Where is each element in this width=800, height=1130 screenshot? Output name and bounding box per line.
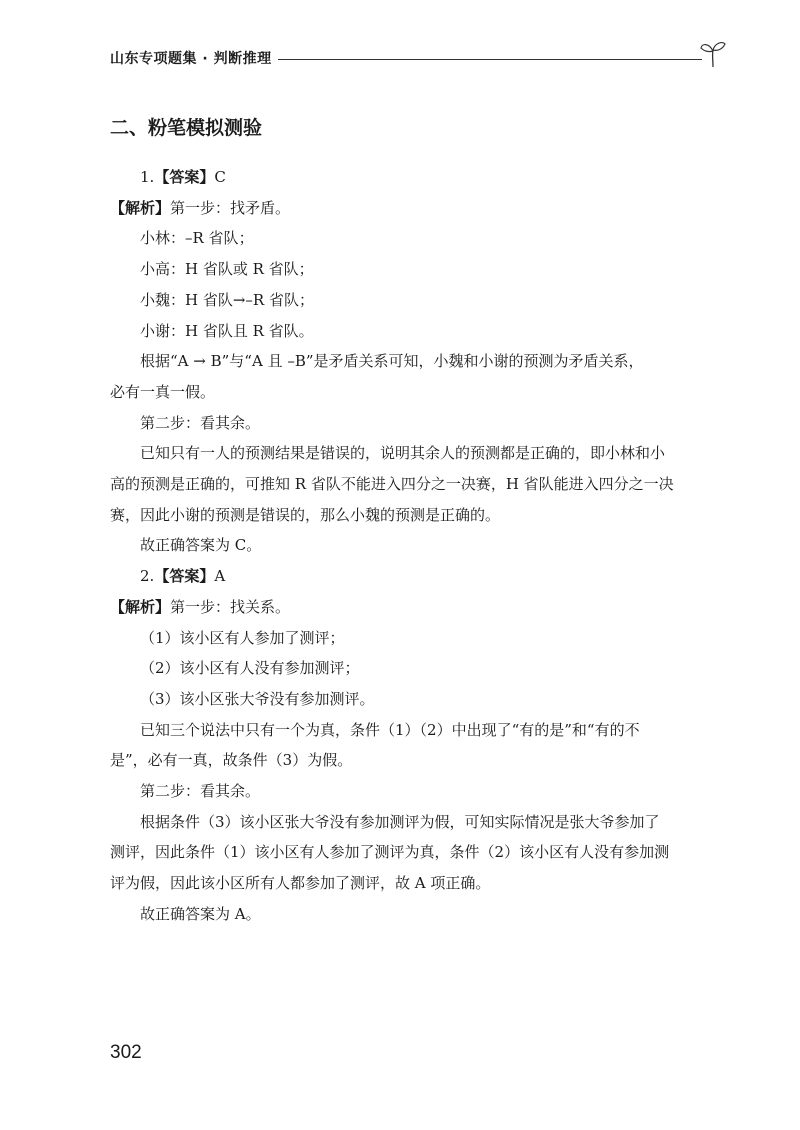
q1-answer-tag: 【答案】 bbox=[154, 168, 215, 186]
q1-answer-line bbox=[110, 162, 710, 193]
q2-analysis-tag: 【解析】 bbox=[110, 597, 171, 616]
q2-text-line: 测评，因此条件（1）该小区有人参加了测评为真，条件（2）该小区有人没有参加测 bbox=[110, 843, 670, 862]
q2-analysis-line bbox=[110, 592, 710, 623]
q2-text-line: （3）该小区张大爷没有参加测评。 bbox=[140, 689, 375, 708]
page-number: 302 bbox=[110, 1042, 142, 1063]
sprout-icon bbox=[700, 40, 726, 68]
q1-text-line: 高的预测是正确的，可推知 R 省队不能进入四分之一决赛，H 省队能进入四分之一决 bbox=[110, 475, 674, 494]
q2-answer-line bbox=[110, 561, 710, 592]
q1-text-line: 第二步：看其余。 bbox=[140, 413, 261, 432]
q1-text-line: 根据“A → B”与“A 且 –B”是矛盾关系可知，小魏和小谢的预测为矛盾关系， bbox=[140, 352, 644, 371]
q1-answer: C bbox=[214, 168, 226, 186]
q1-text-line: 小高：H 省队或 R 省队； bbox=[140, 260, 314, 279]
q1-text-line: 小谢：H 省队且 R 省队。 bbox=[140, 321, 314, 340]
q1-text-line: 故正确答案为 C。 bbox=[140, 536, 262, 555]
q1-text-line: 必有一真一假。 bbox=[110, 382, 216, 401]
section-title: 二、粉笔模拟测验 bbox=[110, 117, 263, 139]
q2-text-line: （2）该小区有人没有参加测评； bbox=[140, 659, 360, 678]
q2-text-line: 根据条件（3）该小区张大爷没有参加测评为假，可知实际情况是张大爷参加了 bbox=[140, 812, 660, 831]
q2-text-line: 评为假，因此该小区所有人都参加了测评，故 A 项正确。 bbox=[110, 874, 491, 893]
q2-text-line: （1）该小区有人参加了测评； bbox=[140, 628, 345, 647]
answer-explanations bbox=[110, 162, 710, 930]
q1-number: 1. bbox=[140, 168, 155, 186]
header-title: 山东专项题集 · 判断推理 bbox=[110, 51, 272, 67]
q2-text-line: 第二步：看其余。 bbox=[140, 782, 261, 801]
q2-answer: A bbox=[214, 567, 226, 586]
q2-step1: 第一步：找关系。 bbox=[170, 597, 291, 616]
q2-number: 2. bbox=[140, 567, 155, 586]
running-header bbox=[110, 46, 720, 70]
q1-analysis-line bbox=[110, 193, 710, 224]
q2-text-line: 已知三个说法中只有一个为真，条件（1）（2）中出现了“有的是”和“有的不 bbox=[140, 720, 640, 739]
q2-text-line: 故正确答案为 A。 bbox=[140, 904, 261, 923]
q1-text-line: 小林：–R 省队； bbox=[140, 229, 254, 248]
header-rule bbox=[278, 59, 702, 60]
q2-text-line: 是”，必有一真，故条件（3）为假。 bbox=[110, 751, 353, 770]
q1-text-line: 已知只有一人的预测结果是错误的，说明其余人的预测都是正确的，即小林和小 bbox=[140, 444, 666, 463]
q1-analysis-tag: 【解析】 bbox=[110, 198, 171, 217]
q1-text-line: 赛，因此小谢的预测是错误的，那么小魏的预测是正确的。 bbox=[110, 505, 501, 524]
q1-step1: 第一步：找矛盾。 bbox=[170, 198, 291, 217]
q1-text-line: 小魏：H 省队→–R 省队； bbox=[140, 290, 314, 309]
q2-answer-tag: 【答案】 bbox=[154, 567, 215, 586]
